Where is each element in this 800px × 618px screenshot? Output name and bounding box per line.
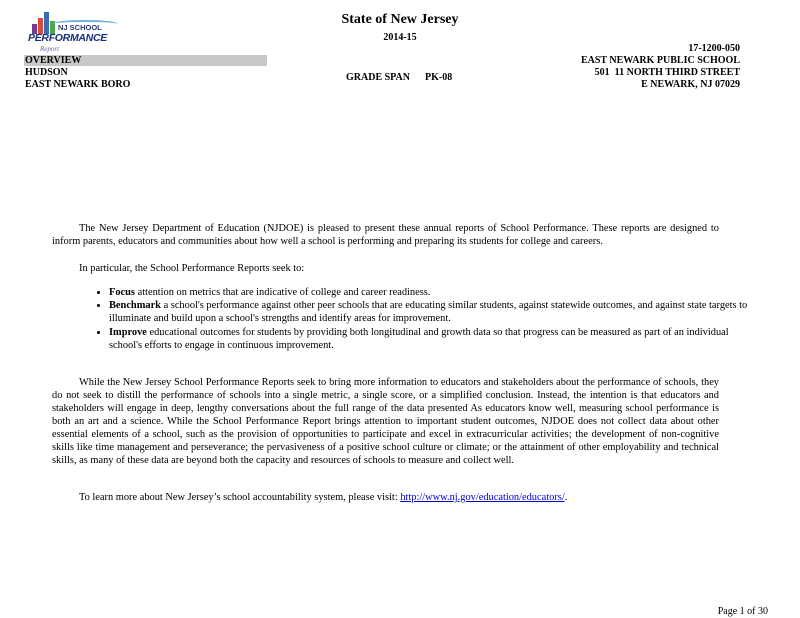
- school-address-line2: E NEWARK, NJ 07029: [641, 79, 740, 90]
- bullet-text: attention on metrics that are indicative of college and career readiness.: [134, 287, 431, 298]
- particular-paragraph: [52, 262, 719, 275]
- intro-paragraph: [52, 222, 719, 248]
- grade-span-label: GRADE SPAN: [346, 72, 410, 83]
- particular-text: In particular, the School Performance Reports seek to:: [79, 263, 305, 274]
- logo-line2: PERFORMANCE: [28, 32, 107, 44]
- page-title: State of New Jersey: [341, 12, 459, 27]
- grade-span: [346, 72, 452, 83]
- logo-line3: Report: [40, 45, 60, 53]
- grade-span-value: PK-08: [424, 72, 453, 83]
- bullet-term: Focus: [109, 287, 135, 298]
- school-code: 17-1200-050: [688, 43, 740, 54]
- goals-list: [84, 286, 749, 352]
- page-number: Page 1 of 30: [717, 606, 768, 617]
- district-name: EAST NEWARK BORO: [25, 79, 131, 90]
- intro-text: The New Jersey Department of Education (NJDOE) is pleased to present these annual reports of School Performance. These reports are designed to inform parents, educators and communities about how well a school is performing and preparing its students for college and careers.: [52, 223, 719, 247]
- report-year: 2014-15: [383, 32, 417, 43]
- purpose-paragraph: [52, 376, 719, 467]
- list-item: [109, 286, 749, 299]
- bullet-term: Benchmark: [109, 300, 161, 312]
- learn-more-paragraph: [52, 491, 719, 504]
- bullet-term: Improve: [109, 326, 147, 338]
- school-name: EAST NEWARK PUBLIC SCHOOL: [580, 55, 740, 66]
- learn-more-text: To learn more about New Jersey’s school accountability system, please visit:: [79, 492, 401, 503]
- list-item: [109, 326, 749, 352]
- school-address-line1: 501 11 NORTH THIRD STREET: [594, 67, 740, 78]
- bullet-text: a school's performance against other peer schools that are educating similar students, against statewide outcomes, and against state targets to illuminate and build upon a school's strengths and identify areas for improvement.: [109, 300, 748, 325]
- link-suffix: .: [564, 492, 568, 503]
- section-title: OVERVIEW: [25, 55, 82, 66]
- logo-line1: NJ SCHOOL: [58, 23, 102, 32]
- county-name: HUDSON: [25, 67, 68, 78]
- nj-education-link[interactable]: http://www.nj.gov/education/educators/: [400, 492, 565, 503]
- list-item: [109, 299, 749, 325]
- bullet-text: educational outcomes for students by providing both longitudinal and growth data so that progress can be measured as part of an individual school's efforts to engage in continuous improvement.: [109, 326, 729, 351]
- purpose-text: While the New Jersey School Performance Reports seek to bring more information to educators and stakeholders about the performance of schools, they do not seek to distill the performance of schools into a single metric, a single score, or a simplified conclusion. Instead, the intention is that educators and stakeholders will engage in deep, lengthy conversations about the full range of the data presented As educators know well, measuring school performance is both an art and a science. While the School Performance Report brings attention to important student outcomes, NJDOE does not collect data about other essential elements of a school, such as the provision of opportunities to participate and excel in extracurricular activities; the development of non-cognitive skills like time management and perseverance; the pervasiveness of a positive school culture or climate; or the attainment of other employability and technical skills, as many of these data are beyond both the capacity and resources of schools to measure and collect well.: [52, 377, 719, 466]
